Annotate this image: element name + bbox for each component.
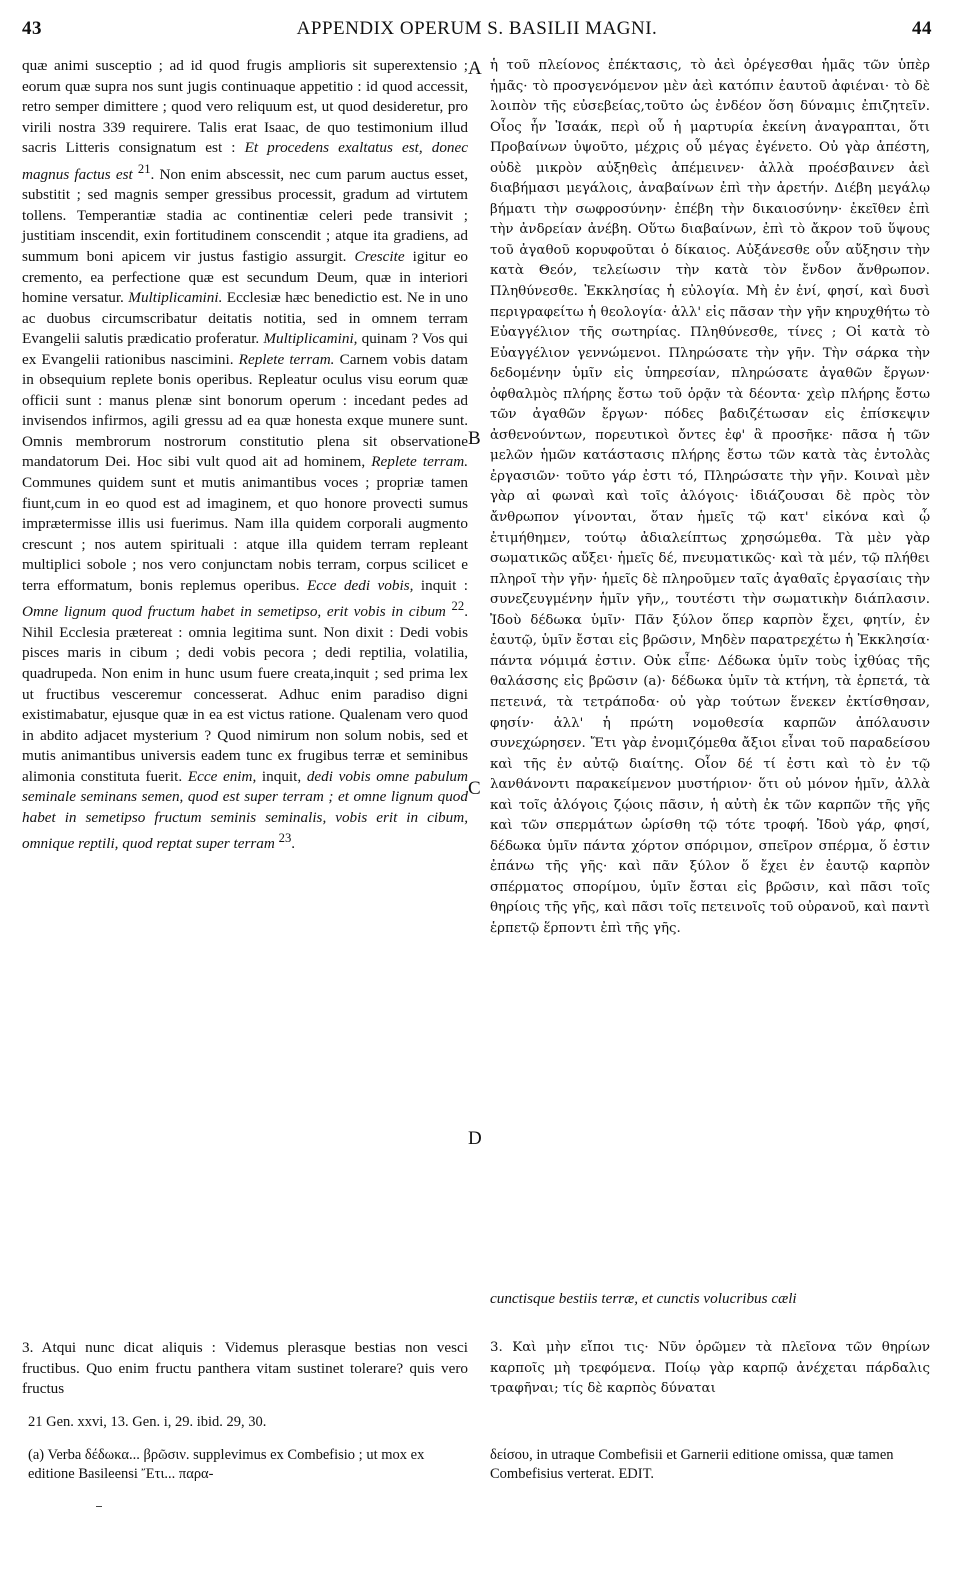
margin-letter-b: B bbox=[468, 428, 481, 449]
latin-quote: Ecce enim, bbox=[187, 767, 257, 785]
latin-quote: Multiplicamini. bbox=[128, 289, 223, 307]
footnote-ref: 23 bbox=[278, 831, 292, 846]
latin-quote: Multiplicamini, bbox=[263, 330, 358, 348]
page-number-left: 43 bbox=[22, 18, 42, 39]
greek-paragraph: ἡ τοῦ πλείονος ἐπέκτασις, τὸ ἀεὶ ὀρέγεσθαι ἡμᾶς τῶν ὑπὲρ ἡμᾶς· τὸ προσγενόμενον μὲν ἀεὶ κατόπιν ἑαυτοῦ ἀφιέναι· τὸ δὲ λοιπὸν τῆς εὐσεβείας,τοῦτο ὡς ἐνδέον ὅση δύναμις ἐπιζητεῖν. Οἷος ἦν Ἰσαάκ, περὶ οὗ ἡ μαρτυρία ἐκείνη ἀναγραπται, ὅτι Προβαίνων ὑψοῦτο, μέχρις οὗ μέγας ἐγένετο. Οὐ γὰρ ἀπέστη, οὐδὲ μικρὸν αὐξηθεὶς ἀπέμεινεν· ἀλλὰ προέσβαινεν ἀεὶ διαβήμασι μεγάλοις, ἀναβαίνων ἐπὶ τὴν ἀρετήν. Διέβη μεγάλῳ βήματι τὴν σωφροσύνην· ἐπέβη τὴν δικαιοσύνην· ἐκεῖθεν ἐπὶ τὴν ἀνδρείαν ἀνέβη. Οὕτω διαβαίνων, ἐπὶ τὸ ἄκρον τοῦ ὕψους τοῦ ἀγαθοῦ κορυφοῦται ὁ δίκαιος. Αὐξάνεσθε οὖν αὔξησιν τὴν κατὰ Θεόν, τελείωσιν τὴν κατὰ τὸν ἔνδον ἄνθρωπον. Πληθύνεσθε. Ἐκκλησίας ἡ εὐλογία. Μὴ ἐν ἑνί, φησί, καὶ δυσὶ περιγραφείτω ἡ θεολογία· ἀλλ' εἰς πᾶσαν τὴν γῆν κηρυχθήτω τὸ Εὐαγγέλιον τῆς σωτηρίας. Πληθύνεσθε, τίνες ; Οἱ κατὰ τὸ Εὐαγγέλιον γεννώμενοι. Πληρώσατε τὴν γῆν. Τὴν σάρκα τὴν δεδομένην ὑμῖν εἰς ὑπηρεσίαν, πληρώσατε ἀγαθῶν ἔργων· ὀφθαλμὸς πλήρης ἔστω τοῦ ὁρᾷν τὰ δέοντα· χεὶρ πλήρης ἔστω τῶν ἀγαθῶν ἔργων· πόδες βαδιζέτωσαν εἰς ἐπίσκεψιν ἀσθενούντων, πορευτικοὶ ὄντες ἐφ' ἃ προσῆκε· πᾶσα ἡ τῶν μελῶν ἡμῶν κατάστασις πλήρης ἔστω τῶν κατὰ τὰς ἐντολὰς ἐργασιῶν· τοῦτο γάρ ἐστι τό, Πληρώσατε τὴν γῆν. Κοιναὶ μὲν γὰρ αἱ φωναὶ καὶ τοῖς ἀλόγοις· ἰδιάζουσαι δὲ πρὸς τὸν ἄνθρωπον γίνονται, ὅταν ἡμεῖς τῷ κατ' εἰκόνα καὶ ᾧ ἐτιμήθημεν, τούτῳ ἀδιαλείπτως χρησώμεθα. Τὰ μὲν γὰρ σωματικῶς αὔξει· ἡμεῖς δέ, πνευματικῶς· καὶ τὰ μέν, τῷ πλήθει πληροῖ τὴν γῆν· ἡμεῖς δὲ πληροῦμεν ταῖς ἀγαθαῖς ἐργασίαις τὴν συνεζευγμένην ἡμῖν γῆν,, τουτέστι τὴν σωματικὴν διάπλασιν. Ἰδοὺ δέδωκα ὑμῖν· Πᾶν ξύλον ὅπερ καρπὸν ἔχει, φητίν, ἐν ἑαυτῷ, ὑμῖν ἔσται εἰς βρῶσιν, Μηδὲν παρατρεχέτω ἡ Ἐκκλησία· πάντα νόμιμά ἐστιν. Οὐκ εἶπε· Δέδωκα ὑμῖν τοὺς ἰχθύας τῆς θαλάσσης εἰς βρῶσιν (a)· δέδωκα ὑμῖν τὰ κτήνη, τὰ ἑρπετά, τὰ πετεινά, τὰ τετράποδα· οὐ γὰρ τούτων ἕνεκεν ἐκτίσθησαν, φησίν· ἀλλ' ἡ πρώτη νομοθεσία καρπῶν ἀπόλαυσιν συνεχώρησεν. Ἔτι γὰρ ἐνομιζόμεθα ἄξιοι εἶναι τοῦ παραδείσου καὶ τῆς ἐν αὐτῷ διαίτης. Οἷον δέ τί ἐστι καὶ τὸ ἐν τῷ λανθάνοντι παρακείμενον μυστήριον· ὅτι οὐ μόνον ἡμῖν, ἀλλὰ καὶ τοῖς ἀλόγοις ζῴοις πᾶσιν, ἡ αὐτὴ ἐκ τῶν καρπῶν τῆς γῆς καὶ τῶν σπερμάτων ὡρίσθη τῷ τότε τροφή. Ἰδοὺ γάρ, φησί, δέδωκα ὑμῖν πάντα χόρτον σπόριμον, σπεῖρον σπέρμα, ὅ ἐστιν ἐπάνω τῆς γῆς· καὶ πᾶν ξύλον ὅ ἔχει ἐν ἑαυτῷ καρπὸν σπέρματος σπορίμου, ὑμῖν ἔσται εἰς βρῶσιν, καὶ πᾶσι τοῖς θηρίοις τῆς γῆς, καὶ πᾶσι τοῖς πετεινοῖς τοῦ οὐρανοῦ, καὶ παντὶ ἑρπετῷ ἕρποντι ἐπὶ τῆς γῆς. bbox=[490, 58, 930, 936]
latin-quote: Omne lignum quod fructum habet in semetipso, erit vobis in cibum bbox=[22, 603, 446, 621]
latin-quote: Ecce dedi vobis, bbox=[307, 576, 414, 594]
footnote-ref: 21 bbox=[137, 161, 151, 176]
editorial-note-left: (a) Verba δέδωκα... βρῶσιν. supplevimus ex Combefisio ; ut mox ex editione Basileensi Ἔτι... παρα- bbox=[28, 1447, 425, 1482]
margin-letter-d: D bbox=[468, 1128, 482, 1149]
latin-quote: Et procedens exaltatus est, donec magnus factus est bbox=[22, 139, 468, 183]
latin-text: inquit : bbox=[413, 576, 468, 594]
latin-text: Communes quidem sunt et mutis animantibus voces ; propriæ tamen fiunt,cum in eo quod est ad imaginem, et quo honore provecti sumus imprætermisse illis usi fuerimus. Nam illa quidem corporali augmento crescunt ; nos autem spirituali : atque illa quidem terram repleant multiplici sobole ; nos vero conjunctam nobis terram, corpus scilicet e terra efformatum, bonis replemus operibus. bbox=[22, 474, 468, 594]
page-number-right: 44 bbox=[912, 18, 932, 39]
stray-mark bbox=[96, 1506, 102, 1507]
margin-letter-c: C bbox=[468, 778, 481, 799]
latin-section-3: 3. Atqui nunc dicat aliquis : Videmus plerasque bestias non vesci fructibus. Quo enim fructu panthera vitam sustinet tolerare? quis vero fructus bbox=[22, 1339, 468, 1398]
latin-text: igitur eo cremento, ea perfectione quæ est secundum Deum, quæ in interiori homine versatur. bbox=[22, 247, 468, 307]
footnote-ref: 22 bbox=[451, 599, 465, 614]
latin-continuation: cunctisque bestiis terræ, et cunctis volucribus cæli bbox=[490, 1290, 797, 1307]
greek-section-3: 3. Καὶ μὴν εἴποι τις· Νῦν ὁρῶμεν τὰ πλεῖονα τῶν θηρίων καρποῖς μὴ τρεφόμενα. Ποίῳ γὰρ καρπῷ ἀνέχεται πάρδαλις τραφῆναι; τίς δὲ καρπὸς δύναται bbox=[490, 1340, 930, 1397]
running-title: APPENDIX OPERUM S. BASILII MAGNI. bbox=[296, 18, 658, 39]
latin-quote: Replete terram. bbox=[238, 350, 335, 368]
margin-letter-a: A bbox=[468, 58, 482, 79]
latin-text: Carnem vobis datam in obsequium replete bonis operibus. Repleatur oculus visu eorum quæ officii sunt : manus plenæ sint bonorum operum : incedant pedes ad invisendos infirmos, agili gressu ad ea quæ honesta exque munere sunt. Omnis membrorum nostrorum constitutio plena sit observatione mandatorum Dei. Hoc sibi vult quod ait ad hominem, bbox=[22, 350, 468, 471]
latin-paragraph bbox=[22, 56, 468, 855]
editorial-note-right: δείσου, in utraque Combefisii et Garnerii editione omissa, quæ tamen Combefisius verterat. EDIT. bbox=[490, 1447, 894, 1482]
latin-text: quinam ? Vos qui ex Evangelii rationibus nascimini. bbox=[22, 330, 468, 368]
latin-text: quæ animi susceptio ; ad id quod frugis amplioris sit superextensio ; eorum quæ supra nos sunt jugis continuaque appetitio : id quod accessit, retro semper dimittere ; quod vero reliquum est, ut quod desideretur, pro virili nostra 339 requirere. Talis erat Isaac, de quo testimonium illud sacris Litteris consignatum est : bbox=[22, 57, 468, 157]
latin-column bbox=[22, 56, 468, 855]
latin-text: . bbox=[291, 835, 296, 853]
latin-text: Ecclesiæ hæc benedictio est. Ne in uno ac duobus circumscribatur deitatis notitia, sed in omnem terram Evangelii salutis prædicatio proferatur. bbox=[22, 289, 469, 348]
page-header bbox=[22, 14, 932, 44]
latin-quote: dedi vobis omne pabulum seminale seminans semen, quod est super terram ; et omne lignum quod habet in semetipso fructum seminis seminalis, vobis erit in cibum, omnique reptili, quod reptat super terram bbox=[22, 767, 468, 853]
scripture-footnotes: 21 Gen. xxvi, 13. Gen. i, 29. ibid. 29, 30. bbox=[28, 1414, 267, 1430]
latin-quote: Crescite bbox=[354, 247, 405, 265]
latin-text: . Non enim abscessit, nec cum parum auctus esset, substitit ; sed magnis semper gressibus processit, gradum ad virtutem tollens. Temperantiæ stadia ac continentiæ celeri pede transivit ; justitiam inscendit, exin fortitudinem conscendit ; atque ita gradiens, ad summum boni apicem vir justus fastigio assurgit. bbox=[22, 165, 469, 265]
latin-text: . Nihil Ecclesia prætereat : omnia legitima sunt. Non dixit : Dedi vobis pisces maris in cibum ; dedi vobis pecora ; dedi reptilia, volatilia, quadrupeda. Non enim in hunc usum fuere creata,inquit ; sed prima lex ut fructibus vesceremur concesserat. Adhuc enim paradiso digni existimabatur, ejusque quæ in ea est victus ratione. Qualenam vero quod in abdito adjacet mysterium ? Quod nimirum non solum nobis, sed et mutis animantibus universis eadem tunc ex frugibus terræ et seminibus alimonia constituta fuerit. bbox=[22, 603, 468, 785]
greek-column bbox=[490, 56, 930, 940]
latin-text: inquit, bbox=[256, 767, 302, 785]
latin-quote: Replete terram. bbox=[371, 453, 468, 471]
